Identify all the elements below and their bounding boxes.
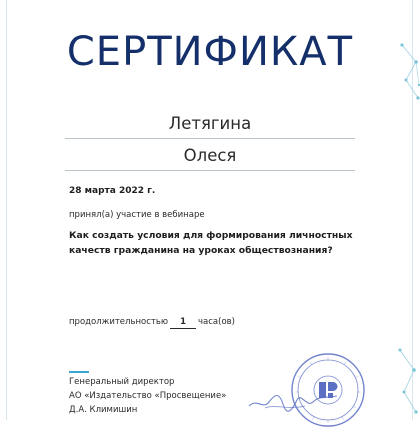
signatory-organization: АО «Издательство «Просвещение» (69, 391, 227, 401)
signatory-name: Д.А. Климишин (69, 405, 138, 415)
duration-value: 1 (170, 317, 196, 329)
recipient-first-name: Олеся (183, 146, 237, 165)
first-name-underline (65, 170, 355, 171)
recipient-surname: Летягина (168, 114, 252, 133)
duration-unit: часа(ов) (198, 317, 235, 327)
signatory-accent-line (69, 371, 89, 373)
signatory-role: Генеральный директор (69, 377, 175, 387)
duration-label: продолжительностью (69, 317, 169, 327)
event-date: 28 марта 2022 г. (69, 186, 156, 196)
network-decoration-bottom (394, 340, 420, 420)
signature-mark (245, 378, 345, 418)
surname-underline (65, 138, 355, 139)
duration-line (69, 317, 235, 329)
webinar-title: Как создать условия для формирования личностных качеств гражданина на уроках обществознания? (69, 230, 353, 256)
certificate-title: СЕРТИФИКАТ (66, 29, 354, 75)
participation-text: принял(а) участие в вебинаре (69, 210, 205, 220)
